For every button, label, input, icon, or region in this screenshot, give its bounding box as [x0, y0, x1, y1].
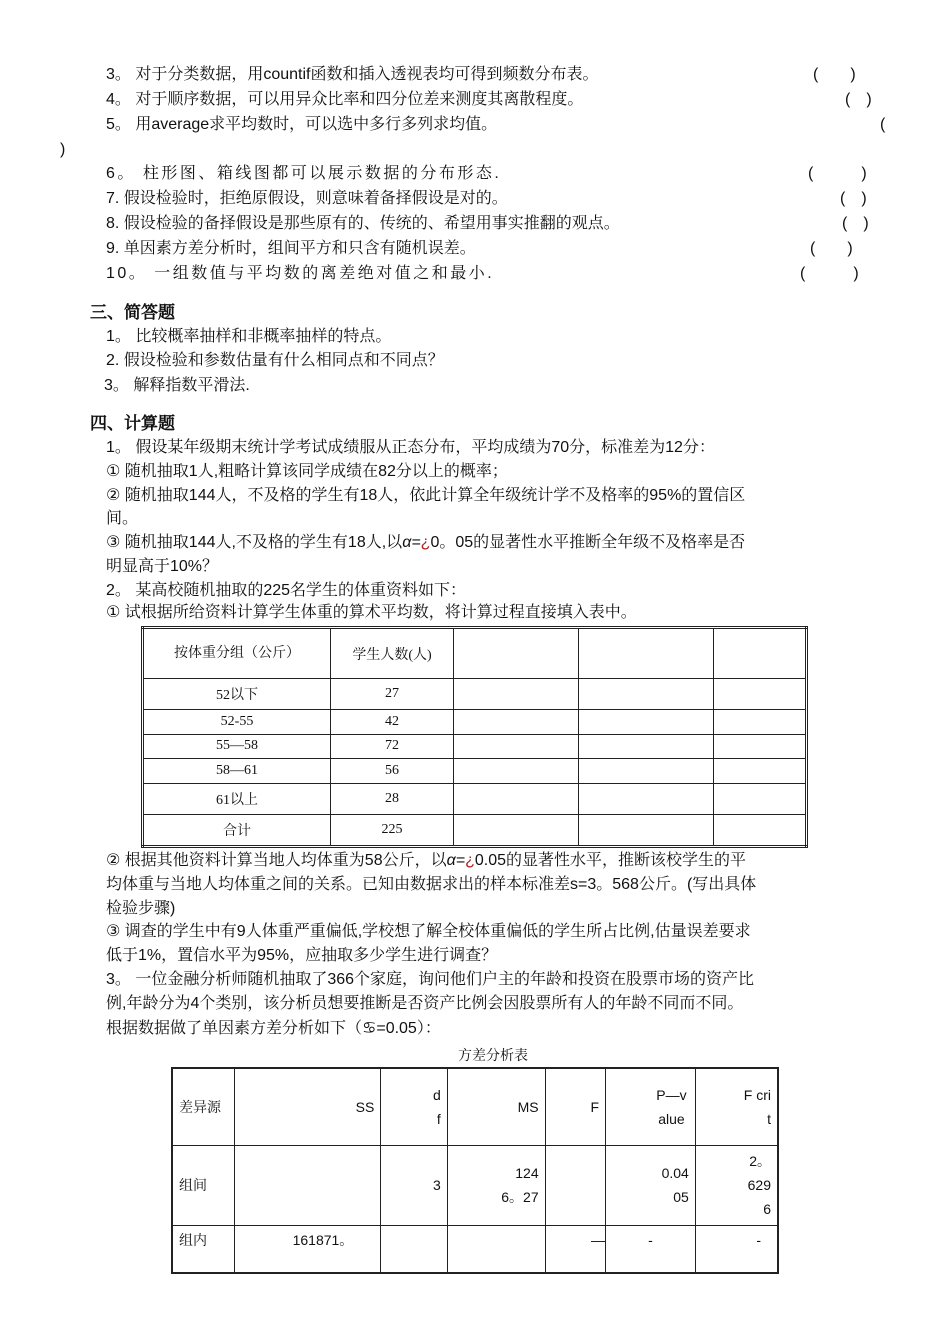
header-cell: SS	[234, 1068, 381, 1145]
judge-item-8: 8. 假设检验的备择假设是那些原有的、传统的、希望用事实推翻的观点。	[106, 215, 620, 232]
header-cell: 差异源	[172, 1068, 234, 1145]
count: 225	[331, 814, 454, 846]
answer-bracket[interactable]: ( )	[845, 91, 872, 108]
table-row-total	[143, 814, 807, 846]
group: 52以下	[143, 679, 331, 710]
blank-cell[interactable]	[454, 814, 579, 846]
table-row	[172, 1225, 778, 1273]
question-part: 明显高于10%？	[106, 558, 219, 575]
group: 52-55	[143, 709, 331, 734]
ms[interactable]	[447, 1225, 545, 1273]
blank-cell[interactable]	[454, 784, 579, 815]
alpha-symbol: α=	[402, 534, 421, 551]
glyph: ¿	[420, 534, 431, 551]
answer-bracket-close: )	[60, 141, 66, 158]
blank-cell[interactable]	[714, 734, 807, 759]
table-caption: 方差分析表	[458, 1047, 528, 1063]
blank-cell[interactable]	[714, 709, 807, 734]
blank-cell[interactable]	[454, 679, 579, 710]
question: 根据数据做了单因素方差分析如下（♋=0.05）：	[106, 1020, 441, 1037]
question: 2. 假设检验和参数估量有什么相同点和不同点？	[106, 352, 444, 369]
weight-table	[141, 626, 808, 848]
count: 42	[331, 709, 454, 734]
judge-item-10: 10。 一组数值与平均数的离差绝对值之和最小.	[106, 265, 495, 282]
ss[interactable]	[234, 1145, 381, 1225]
blank-cell[interactable]	[579, 679, 714, 710]
alpha-symbol: α=	[446, 852, 466, 869]
blank-cell[interactable]	[579, 628, 714, 679]
group: 61以上	[143, 784, 331, 815]
question-part: 均体重与当地人均体重之间的关系。已知由数据求出的样本标准差s=3。568公斤。(写出具体	[106, 876, 757, 893]
count: 28	[331, 784, 454, 815]
table-row	[143, 759, 807, 784]
judge-item-5: 5。 用average求平均数时，可以选中多行多列求均值。	[106, 116, 498, 133]
text: 0.05的显著性水平，推断该校学生的平	[474, 852, 746, 869]
blank-cell[interactable]	[454, 734, 579, 759]
question-part: ① 随机抽取1人,粗略计算该同学成绩在82分以上的概率；	[106, 463, 508, 480]
table-header-row	[172, 1068, 778, 1145]
answer-bracket[interactable]: ( )	[808, 165, 867, 182]
question-part: ① 试根据所给资料计算学生体重的算术平均数，将计算过程直接填入表中。	[106, 604, 637, 621]
f-crit: -	[695, 1225, 778, 1273]
answer-bracket[interactable]: ( )	[840, 190, 867, 207]
blank-cell[interactable]	[454, 709, 579, 734]
judge-item-4: 4。 对于顺序数据，可以用异众比率和四分位差来测度其离散程度。	[106, 91, 584, 108]
judge-item-7: 7. 假设检验时，拒绝原假设，则意味着备择假设是对的。	[106, 190, 508, 207]
answer-bracket[interactable]: ( )	[800, 265, 859, 282]
table-row	[143, 734, 807, 759]
table-row	[143, 709, 807, 734]
answer-bracket[interactable]: ( )	[842, 215, 869, 232]
ms: 1246。27	[447, 1145, 545, 1225]
header-cell: MS	[447, 1068, 545, 1145]
df[interactable]	[381, 1225, 448, 1273]
group: 合计	[143, 814, 331, 846]
group: 58—61	[143, 759, 331, 784]
blank-cell[interactable]	[579, 814, 714, 846]
blank-cell[interactable]	[579, 759, 714, 784]
count: 27	[331, 679, 454, 710]
anova-table	[171, 1067, 779, 1274]
question-part: ② 随机抽取144人，不及格的学生有18人，依此计算全年级统计学不及格率的95%的置信区	[106, 487, 746, 504]
judge-item-9: 9. 单因素方差分析时，组间平方和只含有随机误差。	[106, 240, 476, 257]
table-row	[143, 784, 807, 815]
text: ② 根据其他资料计算当地人均体重为58公斤，以	[106, 852, 447, 869]
section-heading: 三、简答题	[90, 303, 175, 322]
f: —	[545, 1225, 605, 1273]
text: 0。05的显著性水平推断全年级不及格率是否	[430, 534, 746, 551]
blank-cell[interactable]	[579, 709, 714, 734]
header-cell: F crit	[695, 1068, 778, 1145]
source: 组间	[172, 1145, 234, 1225]
blank-cell[interactable]	[714, 759, 807, 784]
glyph: ¿	[465, 852, 475, 869]
blank-cell[interactable]	[714, 814, 807, 846]
question: 例,年龄分为4个类别，该分析员想要推断是否资产比例会因股票所有人的年龄不同而不同。	[106, 995, 744, 1012]
blank-cell[interactable]	[714, 628, 807, 679]
table-row	[172, 1145, 778, 1225]
table-row	[143, 679, 807, 710]
f-crit: 2。6296	[695, 1145, 778, 1225]
blank-cell[interactable]	[579, 734, 714, 759]
question-part	[106, 850, 746, 872]
blank-cell[interactable]	[454, 759, 579, 784]
question: 1。 假设某年级期末统计学考试成绩服从正态分布，平均成绩为70分，标准差为12分：	[106, 439, 715, 456]
p-value: -	[606, 1225, 696, 1273]
question-part	[106, 532, 745, 554]
header-cell: 按体重分组（公斤）	[143, 628, 331, 679]
text: ③ 随机抽取144人,不及格的学生有18人,以	[106, 534, 403, 551]
header-cell: F	[545, 1068, 605, 1145]
group: 55—58	[143, 734, 331, 759]
answer-bracket[interactable]: ( )	[813, 66, 856, 83]
header-cell: P—value	[606, 1068, 696, 1145]
header-cell: 学生人数(人)	[331, 628, 454, 679]
blank-cell[interactable]	[714, 679, 807, 710]
count: 72	[331, 734, 454, 759]
question: 2。 某高校随机抽取的225名学生的体重资料如下：	[106, 582, 467, 599]
df: 3	[381, 1145, 448, 1225]
question-part: 低于1%，置信水平为95%，应抽取多少学生进行调查？	[106, 947, 498, 964]
p-value: 0.0405	[606, 1145, 696, 1225]
blank-cell[interactable]	[714, 784, 807, 815]
ss: 161871。	[234, 1225, 381, 1273]
question: 3。 一位金融分析师随机抽取了366个家庭，询问他们户主的年龄和投资在股票市场的资产比	[106, 971, 755, 988]
answer-bracket[interactable]: ( )	[810, 240, 853, 257]
question: 3。 解释指数平滑法.	[104, 377, 250, 394]
count: 56	[331, 759, 454, 784]
blank-cell[interactable]	[454, 628, 579, 679]
judge-item-6: 6。 柱形图、箱线图都可以展示数据的分布形态.	[106, 165, 502, 182]
header-cell: d f	[381, 1068, 448, 1145]
section-heading: 四、计算题	[90, 414, 175, 433]
question: 1。 比较概率抽样和非概率抽样的特点。	[106, 328, 392, 345]
question-part: ③ 调查的学生中有9人体重严重偏低,学校想了解全校体重偏低的学生所占比例,估量误差要求	[106, 923, 751, 940]
question-part: 检验步骤)	[106, 900, 176, 917]
judge-item-3: 3。 对于分类数据，用countif函数和插入透视表均可得到频数分布表。	[106, 66, 599, 83]
source: 组内	[172, 1225, 234, 1273]
f[interactable]	[545, 1145, 605, 1225]
answer-bracket[interactable]: (	[880, 116, 886, 133]
blank-cell[interactable]	[579, 784, 714, 815]
question-part: 间。	[106, 510, 139, 527]
